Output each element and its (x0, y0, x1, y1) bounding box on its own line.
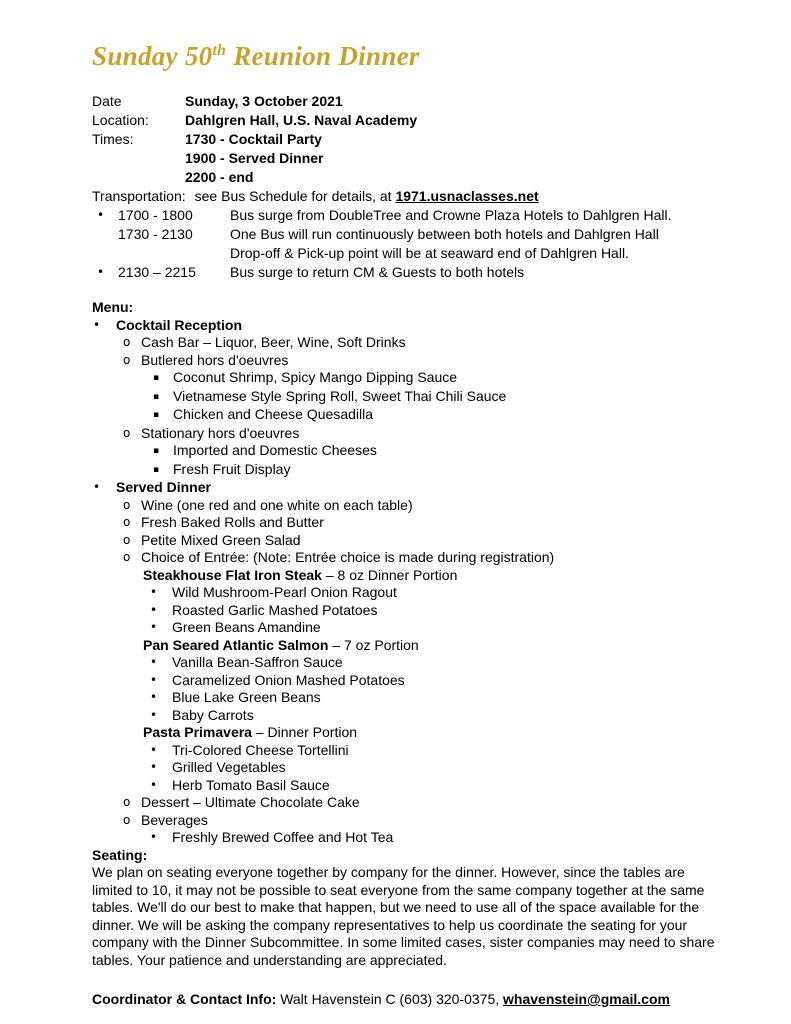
menu-item-label: Petite Mixed Green Salad (141, 531, 301, 548)
info-row (92, 92, 721, 111)
menu-item (92, 759, 721, 777)
info-label: Times: (92, 131, 134, 147)
circle-bullet-icon: o (123, 795, 131, 809)
event-info (92, 92, 721, 187)
menu-item-label: Vanilla Bean-Saffron Sauce (172, 654, 343, 670)
square-bullet-icon: ▪ (153, 464, 160, 475)
square-bullet-icon: ▪ (153, 373, 160, 383)
menu-item (92, 352, 721, 370)
menu-item (92, 777, 721, 795)
title-suffix: Reunion Dinner (226, 41, 420, 71)
transport-row (92, 225, 721, 244)
square-bullet-icon: ▪ (153, 391, 160, 402)
menu-item-label: Choice of Entrée: (Note: Entrée choice is made during registration) (141, 549, 555, 565)
disc-bullet-icon: • (150, 760, 158, 774)
info-value: Dahlgren Hall, U.S. Naval Academy (185, 112, 418, 128)
info-row (92, 130, 721, 149)
menu-item (92, 672, 721, 690)
menu-heading: Menu: (92, 299, 134, 315)
info-value: Sunday, 3 October 2021 (185, 93, 343, 109)
bus-schedule-link[interactable]: 1971.usnaclasses.net (395, 188, 539, 204)
menu-item-label: Served Dinner (116, 479, 211, 495)
seating-paragraph: We plan on seating everyone together by company for the dinner. However, since the tables are limited to 10, it may not be possible to seat everyone from the same company together at the same tables. We'll do our best to make that happen, but we need to use all of the space available for the dinner. We will be asking the company representatives to help us coordinate the seating for your company with the Dinner Subcommittee. In some limited cases, sister companies may need to share tables. Your patience and understanding are appreciated. (92, 864, 715, 968)
menu-item (92, 654, 721, 672)
info-label: Location: (92, 112, 149, 128)
info-label (92, 168, 185, 187)
entree-portion: – Dinner Portion (251, 724, 358, 740)
transportation-line (92, 187, 721, 206)
menu-item (92, 479, 721, 497)
menu-item (92, 532, 721, 550)
info-label: Date (92, 93, 122, 109)
transport-time: 2130 – 2215 (118, 264, 196, 280)
info-value: 1730 - Cocktail Party (185, 131, 322, 147)
menu-item-label: Blue Lake Green Beans (172, 689, 321, 705)
transport-desc: Drop-off & Pick-up point will be at seaward end of Dahlgren Hall. (230, 245, 629, 261)
menu-item-label: Tri-Colored Cheese Tortellini (172, 741, 349, 758)
menu-item (92, 369, 721, 388)
menu-item (92, 602, 721, 620)
menu-item (92, 334, 721, 352)
menu-item-label: Chicken and Cheese Quesadilla (173, 406, 374, 422)
menu-item-label: Cocktail Reception (116, 316, 243, 333)
disc-bullet-icon: • (150, 672, 158, 687)
menu-item-label: Freshly Brewed Coffee and Hot Tea (172, 829, 394, 845)
menu-item (92, 461, 721, 480)
circle-bullet-icon: o (123, 532, 131, 547)
circle-bullet-icon: o (123, 352, 131, 367)
transport-row (92, 244, 721, 263)
circle-bullet-icon: o (123, 425, 131, 440)
transport-desc: Bus surge from DoubleTree and Crowne Plaza Hotels to Dahlgren Hall. (230, 207, 672, 223)
disc-bullet-icon: • (97, 265, 105, 279)
disc-bullet-icon (92, 225, 118, 244)
disc-bullet-icon: • (150, 777, 158, 792)
circle-bullet-icon: o (123, 335, 131, 349)
contact-text: Walt Havenstein C (603) 320-0375, (276, 991, 504, 1007)
menu-item (92, 317, 721, 335)
menu-item-label: Caramelized Onion Mashed Potatoes (172, 671, 405, 688)
info-row (92, 111, 721, 130)
disc-bullet-icon: • (93, 480, 101, 494)
disc-bullet-icon: • (150, 655, 158, 669)
transport-desc: Bus surge to return CM & Guests to both hotels (230, 264, 525, 280)
menu-item (92, 689, 721, 707)
menu-item-label: Herb Tomato Basil Sauce (172, 776, 330, 793)
menu-item (92, 707, 721, 725)
menu-item-label: Cash Bar – Liquor, Beer, Wine, Soft Drinks (141, 334, 406, 350)
menu-item-label: Dessert – Ultimate Chocolate Cake (141, 794, 360, 810)
info-value: 1900 - Served Dinner (185, 150, 324, 166)
menu-item (92, 406, 721, 425)
menu-item-label: Fresh Baked Rolls and Butter (141, 514, 324, 530)
disc-bullet-icon: • (150, 742, 158, 757)
square-bullet-icon: ▪ (153, 446, 160, 456)
entree-name: Pan Seared Atlantic Salmon (143, 636, 329, 653)
entree-name: Pasta Primavera (143, 724, 252, 740)
menu-item-label: Coconut Shrimp, Spicy Mango Dipping Sauce (173, 369, 458, 385)
menu-item (92, 442, 721, 461)
menu-item (92, 742, 721, 760)
menu-item-label: Vietnamese Style Spring Roll, Sweet Thai Chili Sauce (173, 387, 507, 404)
menu-item (92, 584, 721, 602)
title-superscript: th (212, 42, 227, 59)
info-value: 2200 - end (185, 169, 254, 185)
menu-entree-heading (92, 724, 721, 742)
disc-bullet-icon: • (150, 690, 158, 704)
menu-item-label: Baby Carrots (172, 706, 254, 723)
menu-item-label: Imported and Domestic Cheeses (173, 442, 377, 458)
info-label (92, 149, 185, 168)
transport-row (92, 206, 721, 225)
transport-time (118, 244, 230, 263)
contact-line (92, 990, 721, 1009)
menu-item (92, 514, 721, 532)
entree-name: Steakhouse Flat Iron Steak (143, 566, 322, 583)
disc-bullet-icon: • (150, 707, 158, 722)
menu-item (92, 497, 721, 515)
disc-bullet-icon (92, 244, 118, 263)
menu-entree-heading (92, 567, 721, 585)
disc-bullet-icon: • (150, 830, 158, 844)
menu-item (92, 549, 721, 567)
disc-bullet-icon: • (150, 620, 158, 634)
title-prefix: Sunday 50 (92, 41, 213, 71)
menu-item (92, 794, 721, 812)
menu-item-label: Stationary hors d'oeuvres (141, 424, 300, 441)
menu-item-label: Wild Mushroom-Pearl Onion Ragout (172, 584, 397, 600)
transportation-schedule (92, 206, 721, 282)
circle-bullet-icon: o (123, 812, 131, 827)
square-bullet-icon: ▪ (153, 410, 160, 420)
contact-email-link[interactable]: whavenstein@gmail.com (503, 991, 670, 1007)
menu-item-label: Roasted Garlic Mashed Potatoes (172, 601, 378, 618)
disc-bullet-icon: • (150, 585, 158, 599)
transport-time: 1700 - 1800 (118, 207, 193, 223)
disc-bullet-icon: • (97, 208, 105, 222)
contact-label: Coordinator & Contact Info: (92, 991, 277, 1007)
menu-item (92, 619, 721, 637)
menu-item (92, 388, 721, 407)
menu-item-label: Wine (one red and one white on each table) (141, 496, 413, 513)
menu-item-label: Fresh Fruit Display (173, 460, 291, 477)
entree-portion: – 8 oz Dinner Portion (321, 566, 458, 583)
circle-bullet-icon: o (123, 550, 131, 564)
menu-item (92, 812, 721, 830)
info-row (92, 168, 721, 187)
disc-bullet-icon: • (93, 317, 101, 332)
menu-item-label: Butlered hors d'oeuvres (141, 351, 289, 368)
transport-time: 1730 - 2130 (118, 226, 193, 242)
entree-portion: – 7 oz Portion (328, 636, 419, 653)
circle-bullet-icon: o (123, 515, 131, 529)
document-title (92, 40, 721, 72)
transport-desc: One Bus will run continuously between both hotels and Dahlgren Hall (230, 226, 659, 242)
info-row (92, 149, 721, 168)
menu-entree-heading (92, 637, 721, 655)
transport-row (92, 263, 721, 282)
transportation-intro: see Bus Schedule for details, at (194, 188, 396, 204)
menu-item (92, 425, 721, 443)
menu-item-label: Green Beans Amandine (172, 619, 321, 635)
seating-heading: Seating: (92, 846, 148, 863)
transportation-label: Transportation: (92, 188, 186, 204)
menu-item (92, 829, 721, 847)
menu-item-label: Grilled Vegetables (172, 759, 286, 775)
menu-item-label: Beverages (141, 811, 208, 828)
disc-bullet-icon: • (150, 602, 158, 617)
circle-bullet-icon: o (123, 497, 131, 512)
menu-list (92, 317, 721, 847)
